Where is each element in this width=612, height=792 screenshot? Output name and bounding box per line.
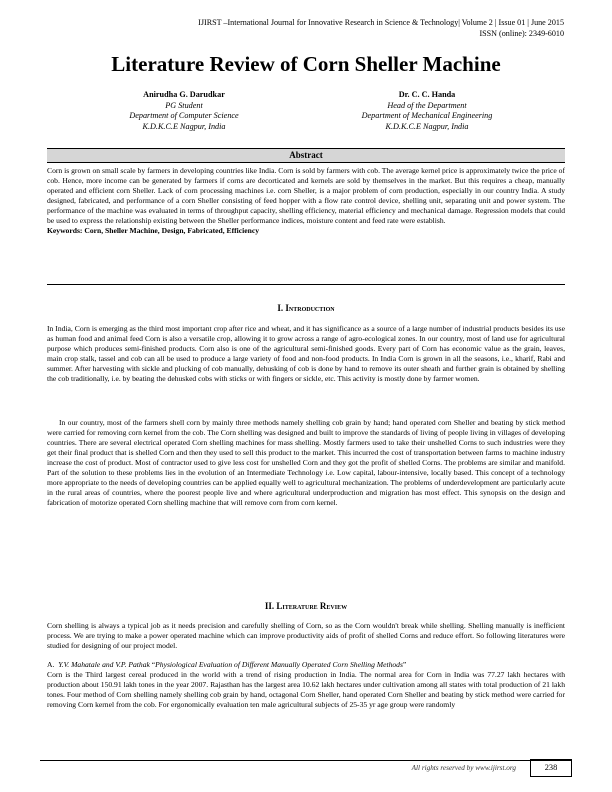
- intro-paragraph-1: In India, Corn is emerging as the third most important crop after rice and wheat, and it has significance as a source of a large number of industrial products besides its use as human food and animal feed Corn is also a versatile crop, allowing it to grow across a range of agro-ecological zones. In our country, most of land use for agricultural purpose which produces semi-finished products. Corn also is one of the agricultural semi-finished goods. Every part of Corn has economic value as the grain, leaves, main crop stalk, tassel and cob can all be used to produce a large variety of food and non-food products. In India Corn is grown in all the seasons, i.e., kharif, Rabi and summer. After harvesting with sickle and plucking of cob manually, dehusking of cob is done by hand to remove its outer sheath and further grain is obtained by shelling the cob traditionally, i.e. by beating the dehusked cobs with sticks or with fingers or sickle, etc. This activity is mostly done by farmer women.: [47, 324, 565, 383]
- author-inst: K.D.K.C.E Nagpur, India: [142, 121, 226, 131]
- keywords: Keywords: Corn, Sheller Machine, Design, Fabricated, Efficiency: [47, 226, 260, 235]
- abstract-heading: Abstract: [47, 148, 565, 163]
- lit-paragraph-2: Corn is the Third largest cereal produced in the world with a trend of rising production in India. The normal area for Corn in India was 77.27 lakh hectares with production about 150.91 lakh tones in the year 2007. Rajasthan has the largest area 10.62 lakh hectares under cultivation among all states with total production of 21 lakh tones. Four method of Corn shelling namely shelling cob grain by hand, octagonal Corn Sheller, hand operated Corn Sheller and beating by stick method were carried for removing Corn kernel from the cob. For ergonomically evaluation ten male agricultural subjects of 25-35 yr age group were randomly: [47, 670, 565, 709]
- subsection-heading: A. Y.V. Mahatale and V.P. Pathak “Physiological Evaluation of Different Manually Operated Corn Shelling Methods”: [47, 660, 407, 669]
- intro-paragraph-2: In our country, most of the farmers shell corn by mainly three methods namely shelling cob grain by hand; hand operated corn Sheller and beating by stick method were carried for removing corn kernel from the cob. The Corn shelling was designed and built to improve the standards of living of people living in villages of developing countries. There are several electrical operated Corn shelling machines for mass shelling. Mostly farmers used to take their unshelled Corns to such industries were they get their final product that is shelled Corn and then they used to sell this product to the market. This incurred the cost of transportation between farms to machine industry increase the cost of product. Most of contractor used to give less cost for unshelled Corn and they got the profit of shelled Corns. The problems are similar and manifold. Part of the solution to these problems lies in the evolution of an Intermediate Technology i.e. Low capital, labour-intensive, locally based. This concept of a technology more appropriate to the needs of developing countries can be applied equally well to agricultural mechanization. The problems of underdevelopment are particularly acute in the rural areas of countries, where the poorest people live and where agricultural underproduction and migration has most effect. This synopsis on the design and fabrication of motorize operated Corn shelling machine that will remove corn from corn kernel.: [47, 418, 565, 507]
- subsection-authors: Y.V. Mahatale and V.P. Pathak: [58, 660, 150, 669]
- page-number: 238: [530, 759, 572, 777]
- author-block-2: [327, 90, 527, 132]
- paper-title: Literature Review of Corn Sheller Machine: [111, 52, 501, 76]
- author-role: PG Student: [165, 100, 203, 110]
- footer-divider: [40, 760, 572, 761]
- lit-subsection: [47, 660, 565, 710]
- journal-header: [198, 17, 564, 39]
- abstract-body: [47, 166, 565, 236]
- section-title: Introduction: [285, 303, 335, 313]
- author-name: Dr. C. C. Handa: [398, 90, 456, 99]
- abstract-text: Corn is grown on small scale by farmers in developing countries like India. Corn is sold by farmers with cob. The average kernel price is approximately twice the price of cob. Hence, more income can be generated by farmers if corns are decorticated and kernels are sold by themselves in the market. But this requires a cheap, manually operated and efficient corn Sheller. Lack of corn processing machines i.e. corn Sheller, is a major problem of corn production, especially in our country India. A study designed, fabricated, and performance of a corn Sheller consisting of feed hopper with a flow rate control device, shelling unit, separating unit and power system. The performance of the machine was evaluated in terms of throughput capacity, shelling efficiency, material efficiency and mechanical damage. Regression models that could be used to express the relationship existing between the Sheller performance indices, moisture content and feed rate were establish.: [47, 166, 565, 225]
- section-intro-heading: [0, 303, 612, 313]
- section-number: I.: [277, 303, 284, 313]
- subsection-label: A.: [47, 660, 55, 669]
- journal-line: IJIRST –International Journal for Innovative Research in Science & Technology| Volume 2 | Issue 01 | June 2015: [198, 18, 564, 27]
- keywords-divider: [47, 284, 565, 285]
- author-block-1: [84, 90, 284, 132]
- author-role: Head of the Department: [387, 100, 467, 110]
- footer-rights: All rights reserved by www.ijirst.org: [411, 764, 516, 772]
- subsection-title: Physiological Evaluation of Different Manually Operated Corn Shelling Methods: [155, 660, 403, 669]
- author-dept: Department of Computer Science: [129, 111, 239, 121]
- lit-paragraph-1: Corn shelling is always a typical job as it needs precision and carefully shelling of Corn, so as the Corn wouldn't break while shelling. Shelling manually is inefficient process. We are trying to make a power operated machine which can improve productivity aids of profit of shelled Corns and reduce effort. So following literatures were studied for designing of our project model.: [47, 621, 565, 650]
- issn-line: ISSN (online): 2349-6010: [479, 29, 564, 38]
- section-number: II.: [264, 601, 275, 611]
- author-dept: Department of Mechanical Engineering: [361, 111, 493, 121]
- section-lit-heading: [0, 601, 612, 611]
- section-title: Literature Review: [276, 601, 348, 611]
- author-name: Anirudha G. Darudkar: [143, 90, 225, 99]
- author-inst: K.D.K.C.E Nagpur, India: [385, 121, 469, 131]
